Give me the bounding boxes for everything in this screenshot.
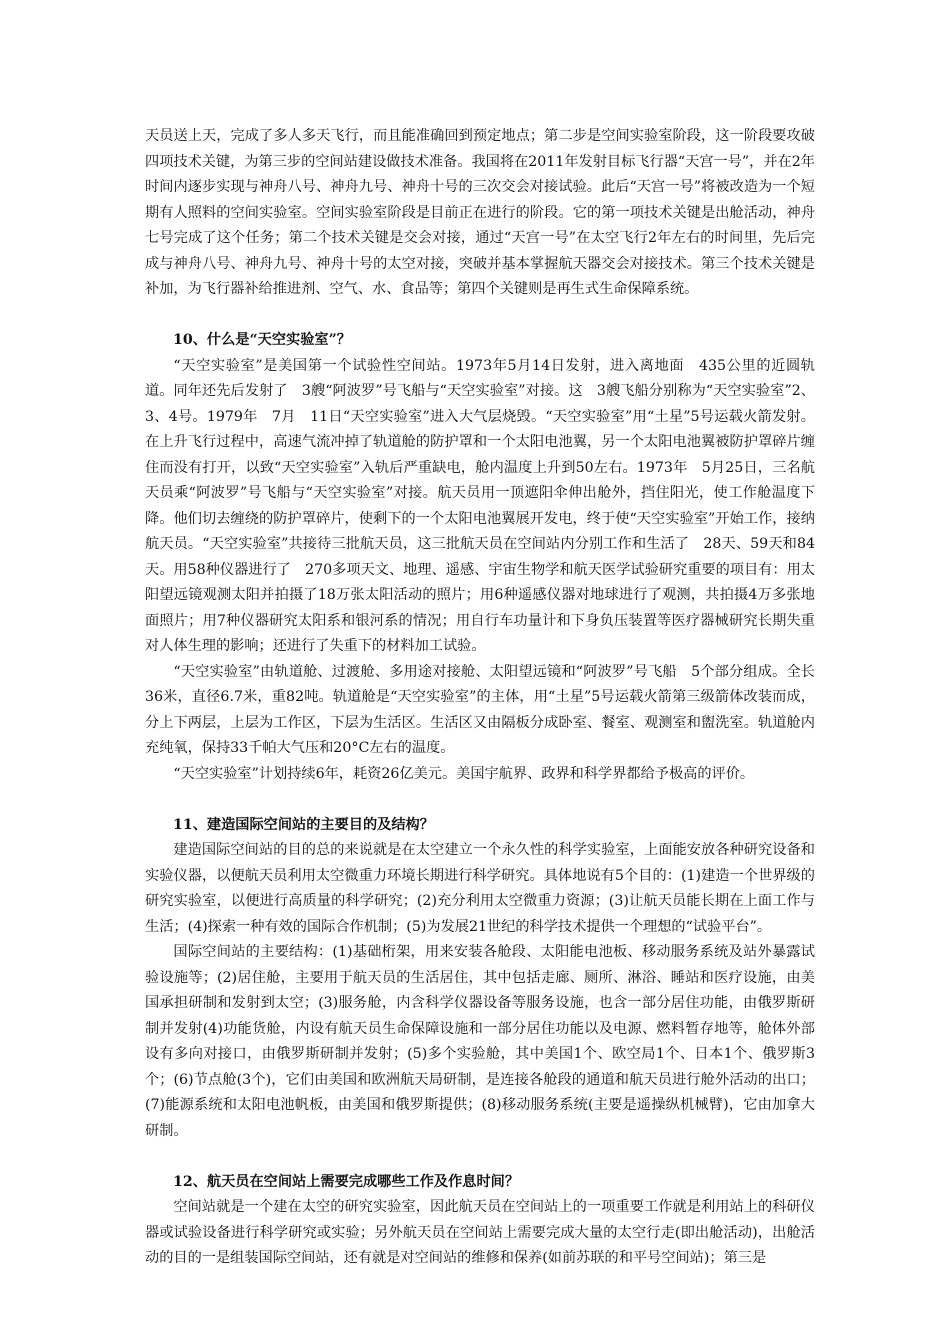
intro-paragraph: 天员送上天，完成了多人多天飞行，而且能准确回到预定地点；第二步是空间实验室阶段，这一阶段要攻破四项技术关键，为第三步的空间站建设做技术准备。我国将在2011年发射目标飞行器“天宫一号”，并在2年时间内逐步实现与神舟八号、神舟九号、神舟十号的三次交会对接试验。此后“天宫一号”将被改造为一个短期有人照料的空间实验室。空间实验室阶段是目前正在进行的阶段。它的第一项技术关键是出舱活动，神舟七号完成了这个任务；第二个技术关键是交会对接，通过“天宫一号”在太空飞行2年左右的时间里，先后完成与神舟八号、神舟九号、神舟十号的太空对接，突破并基本掌握航天器交会对接技术。第三个技术关键是补加，为飞行器补给推进剂、空气、水、食品等；第四个关键则是再生式生命保障系统。 (145, 128, 815, 297)
section-12 (145, 1170, 815, 1272)
section-10 (145, 328, 815, 787)
paragraph: “天空实验室”由轨道舱、过渡舱、多用途对接舱、太阳望远镜和“阿波罗”号飞船 5个部分组成。全长36米，直径6.7米，重82吨。轨道舱是“天空实验室”的主体，用“土星”5号运载火箭第三级箭体改装而成，分上下两层，上层为工作区，下层为生活区。生活区又由隔板分成卧室、餐室、观测室和盥洗室。轨道舱内充纯氧，保持33千帕大气压和20°C左右的温度。 (145, 663, 815, 756)
paragraph: 建造国际空间站的目的总的来说就是在太空建立一个永久性的科学实验室，上面能安放各种研究设备和实验仪器，以便航天员利用太空微重力环境长期进行科学研究。具体地说有5个目的：(1)建造一个世界级的研究实验室，以便进行高质量的科学研究；(2)充分利用太空微重力资源；(3)让航天员能长期在上面工作与生活；(4)探索一种有效的国际合作机制；(5)为发展21世纪的科学技术提供一个理想的“试验平台”。 (145, 842, 815, 935)
section-heading-12: 12、航天员在空间站上需要完成哪些工作及作息时间？ (173, 1173, 520, 1190)
section-heading-11: 11、建造国际空间站的主要目的及结构？ (173, 816, 434, 833)
paragraph: “天空实验室”计划持续6年，耗资26亿美元。美国宇航界、政界和科学界都给予极高的评价。 (173, 765, 755, 782)
document-page (145, 124, 815, 1272)
paragraph: 国际空间站的主要结构：(1)基础桁架，用来安装各舱段、太阳能电池板、移动服务系统及站外暴露试验设施等；(2)居住舱，主要用于航天员的生活居住，其中包括走廊、厕所、淋浴、睡站和医疗设施，由美国承担研制和发射到太空；(3)服务舱，内含科学仪器设备等服务设施，也含一部分居住功能，由俄罗斯研制并发射(4)功能货舱，内设有航天员生命保障设施和一部分居住功能以及电源、燃料暂存地等，舱体外部设有多向对接口，由俄罗斯研制并发射；(5)多个实验舱，其中美国1个、欧空局1个、日本1个、俄罗斯3个；(6)节点舱(3个)，它们由美国和欧洲航天局研制，是连接各舱段的通道和航天员进行舱外活动的出口；(7)能源系统和太阳电池帆板，由美国和俄罗斯提供；(8)移动服务系统(主要是遥操纵机械臂)，它由加拿大研制。 (145, 944, 815, 1139)
section-heading-10: 10、什么是“天空实验室”？ (173, 332, 351, 348)
paragraph: 空间站就是一个建在太空的研究实验室，因此航天员在空间站上的一项重要工作就是利用站上的科研仪器或试验设备进行科学研究或实验；另外航天员在空间站上需要完成大量的太空行走(即出舱活动)，出舱活动的目的一是组装国际空间站，还有就是对空间站的维修和保养(如前苏联的和平号空间站)；第三是 (145, 1199, 815, 1266)
paragraph: “天空实验室”是美国第一个试验性空间站。1973年5月14日发射，进入离地面 435公里的近圆轨道。同年还先后发射了 3艘“阿波罗”号飞船与“天空实验室”对接。这 3艘飞船分别称为“天空实验室”2、3、4号。1979年 7月 11日“天空实验室”进入大气层烧毁。“天空实验室”用“土星”5号运载火箭发射。在上升飞行过程中，高速气流冲掉了轨道舱的防护罩和一个太阳电池翼，另一个太阳电池翼被防护罩碎片缠住而没有打开，以致“天空实验室”入轨后严重缺电，舱内温度上升到50左右。1973年 5月25日，三名航天员乘“阿波罗”号飞船与“天空实验室”对接。航天员用一顶遮阳伞伸出舱外，挡住阳光，使工作舱温度下降。他们切去缠绕的防护罩碎片，使剩下的一个太阳电池翼展开发电，终于使“天空实验室”开始工作，接纳航天员。“天空实验室”共接待三批航天员，这三批航天员在空间站内分别工作和生活了 28天、59天和84天。用58种仪器进行了 270多项天文、地理、遥感、宇宙生物学和航天医学试验研究重要的项目有：用太阳望远镜观测太阳并拍摄了18万张太阳活动的照片；用6种遥感仪器对地球进行了观测，共拍摄4万多张地面照片；用7种仪器研究太阳系和银河系的情况；用自行车功量计和下身负压装置等医疗器械研究长期失重对人体生理的影响；还进行了失重下的材料加工试验。 (145, 357, 815, 654)
section-11 (145, 813, 815, 1145)
